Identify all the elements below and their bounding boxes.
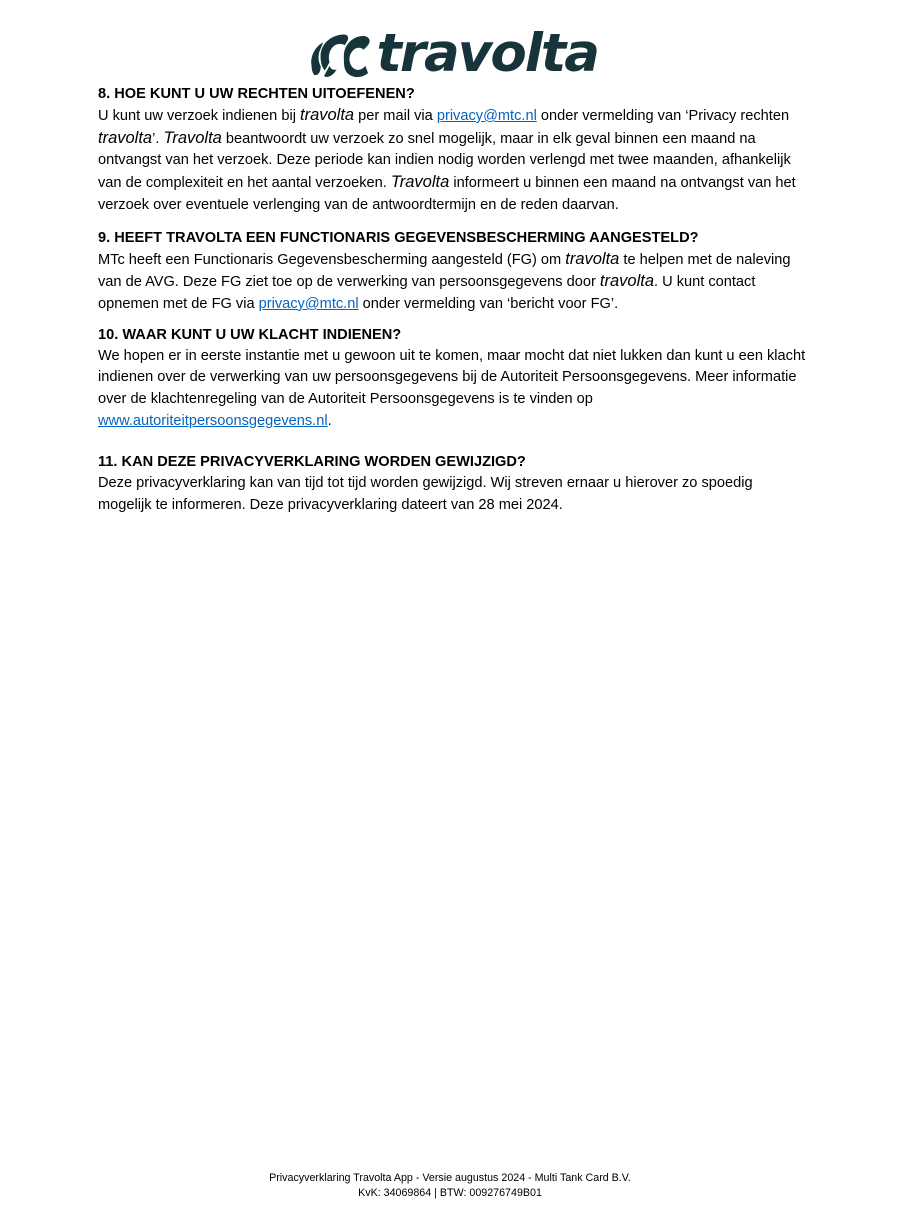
- travolta-logo: [308, 22, 598, 84]
- brand-name: Travolta: [163, 128, 222, 147]
- page-footer: [0, 1171, 900, 1201]
- section-8: [98, 84, 810, 217]
- fg-email-link[interactable]: privacy@mtc.nl: [258, 295, 359, 312]
- brand-name: travolta: [599, 272, 654, 291]
- brand-name: travolta: [565, 249, 620, 268]
- brand-name: travolta: [300, 106, 355, 124]
- section-9-paragraph: MTc heeft een Functionaris Gegevensbescherming aangesteld (FG) om travolta te helpen met de naleving van de AVG. Deze FG ziet toe op de verwerking van persoonsgegevens door travolta. U kunt contact opnemen met de FG via privacy@mtc.nl onder vermelding van ‘bericht voor FG’.: [98, 249, 791, 312]
- autoriteit-website-link[interactable]: www.autoriteitpersoonsgegevens.nl: [98, 412, 328, 429]
- footer-line-2: KvK: 34069864 | BTW: 009276749B01: [358, 1187, 542, 1199]
- travolta-logo-mark-icon: [308, 29, 373, 83]
- brand-name: Travolta: [390, 173, 450, 192]
- logo-wordmark: travolta: [376, 22, 598, 84]
- section-8-heading: 8. HOE KUNT U UW RECHTEN UITOEFENEN?: [98, 86, 415, 102]
- section-11: [98, 452, 810, 516]
- section-11-heading: 11. KAN DEZE PRIVACYVERKLARING WORDEN GEWIJZIGD?: [98, 454, 526, 471]
- section-8-paragraph: U kunt uw verzoek indienen bij travolta per mail via privacy@mtc.nl onder vermelding van ‘Privacy rechten travolta’. Travolta beantwoordt uw verzoek zo snel mogelijk, maar in elk geval binnen een maand na ontvangst van het verzoek. Deze periode kan indien nodig worden verlengd met twee maanden, afhankelijk van de complexiteit en het aantal verzoeken. Travolta informeert u binnen een maand na ontvangst van het verzoek over eventuele verlenging van de antwoordtermijn en de reden daarvan.: [98, 106, 796, 213]
- document-body: [98, 84, 810, 517]
- footer-line-1: Privacyverklaring Travolta App - Versie augustus 2024 - Multi Tank Card B.V.: [269, 1172, 631, 1184]
- section-11-paragraph: Deze privacyverklaring kan van tijd tot tijd worden gewijzigd. Wij streven ernaar u hierover zo spoedig mogelijk te informeren. Deze privacyverklaring dateert van 28 mei 2024.: [98, 475, 753, 514]
- brand-name: travolta: [98, 128, 153, 147]
- section-10: [98, 325, 810, 433]
- privacy-email-link[interactable]: privacy@mtc.nl: [436, 108, 537, 124]
- section-9-heading: 9. HEEFT TRAVOLTA EEN FUNCTIONARIS GEGEVENSBESCHERMING AANGESTELD?: [98, 229, 699, 246]
- section-10-paragraph: We hopen er in eerste instantie met u gewoon uit te komen, maar mocht dat niet lukken dan kunt u een klacht indienen over de verwerking van uw persoonsgegevens bij de Autoriteit Persoonsgegevens. Meer informatie over de klachtenregeling van de Autoriteit Persoonsgegevens is te vinden op www.autoriteitpersoonsgegevens.nl.: [98, 347, 806, 429]
- section-9: [98, 228, 810, 316]
- section-10-heading: 10. WAAR KUNT U UW KLACHT INDIENEN?: [98, 326, 402, 343]
